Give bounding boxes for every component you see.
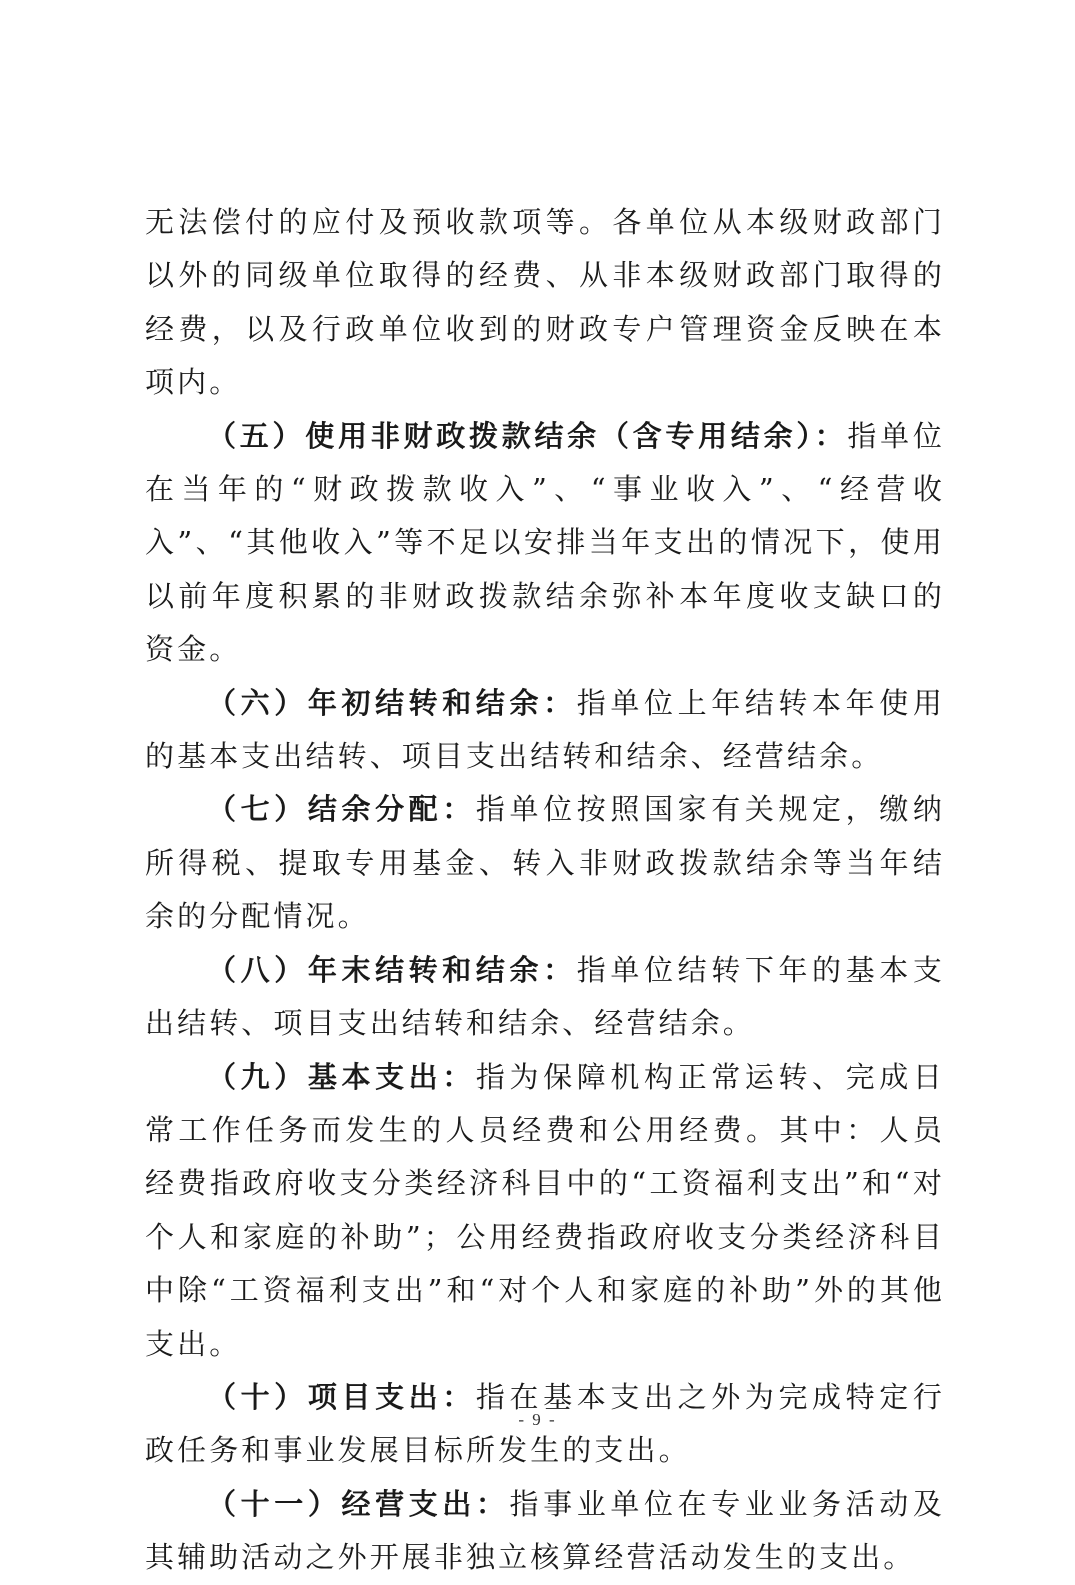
paragraph-text: 指为保障机构正常运转、完成日常工作任务而发生的人员经费和公用经费。其中：人员经费指政府收支分类经济科目中的“工资福利支出”和“对个人和家庭的补助”；公用经费指政府收支分类经济科目中除“工资福利支出”和“对个人和家庭的补助”外的其他支出。 bbox=[145, 1059, 945, 1361]
paragraph-text: 指单位结转下年的基本支出结转、项目支出结转和结余、经营结余。 bbox=[145, 952, 945, 1041]
term-heading: （十一）经营支出： bbox=[207, 1486, 510, 1521]
paragraph-text: 指在基本支出之外为完成特定行政任务和事业发展目标所发生的支出。 bbox=[145, 1379, 945, 1468]
paragraph-item-11 bbox=[145, 1478, 945, 1585]
paragraph-item-8 bbox=[145, 944, 945, 1051]
paragraph-text: 指单位上年结转本年使用的基本支出结转、项目支出结转和结余、经营结余。 bbox=[145, 685, 945, 774]
page-number: - 9 - bbox=[518, 1410, 557, 1429]
paragraph-continuation bbox=[145, 196, 945, 410]
term-heading: （五）使用非财政拨款结余（含专用结余）： bbox=[207, 418, 848, 453]
paragraph-text: 指单位在当年的“财政拨款收入”、“事业收入”、“经营收入”、“其他收入”等不足以安排当年支出的情况下，使用以前年度积累的非财政拨款结余弥补本年度收支缺口的资金。 bbox=[145, 418, 945, 667]
paragraph-text: 指单位按照国家有关规定，缴纳所得税、提取专用基金、转入非财政拨款结余等当年结余的分配情况。 bbox=[145, 792, 945, 934]
term-heading: （十）项目支出： bbox=[207, 1379, 476, 1414]
paragraph-text: 指事业单位在专业业务活动及其辅助活动之外开展非独立核算经营活动发生的支出。 bbox=[145, 1486, 945, 1575]
term-heading: （七）结余分配： bbox=[207, 792, 476, 827]
paragraph-item-5 bbox=[145, 410, 945, 677]
paragraph-item-9 bbox=[145, 1051, 945, 1371]
term-heading: （六）年初结转和结余： bbox=[207, 685, 577, 720]
paragraph-text: 无法偿付的应付及预收款项等。各单位从本级财政部门以外的同级单位取得的经费、从非本级财政部门取得的经费，以及行政单位收到的财政专户管理资金反映在本项内。 bbox=[145, 205, 945, 400]
document-body bbox=[145, 196, 945, 1585]
paragraph-item-6 bbox=[145, 677, 945, 784]
term-heading: （八）年末结转和结余： bbox=[207, 952, 577, 987]
paragraph-item-7 bbox=[145, 783, 945, 943]
term-heading: （九）基本支出： bbox=[207, 1059, 476, 1094]
